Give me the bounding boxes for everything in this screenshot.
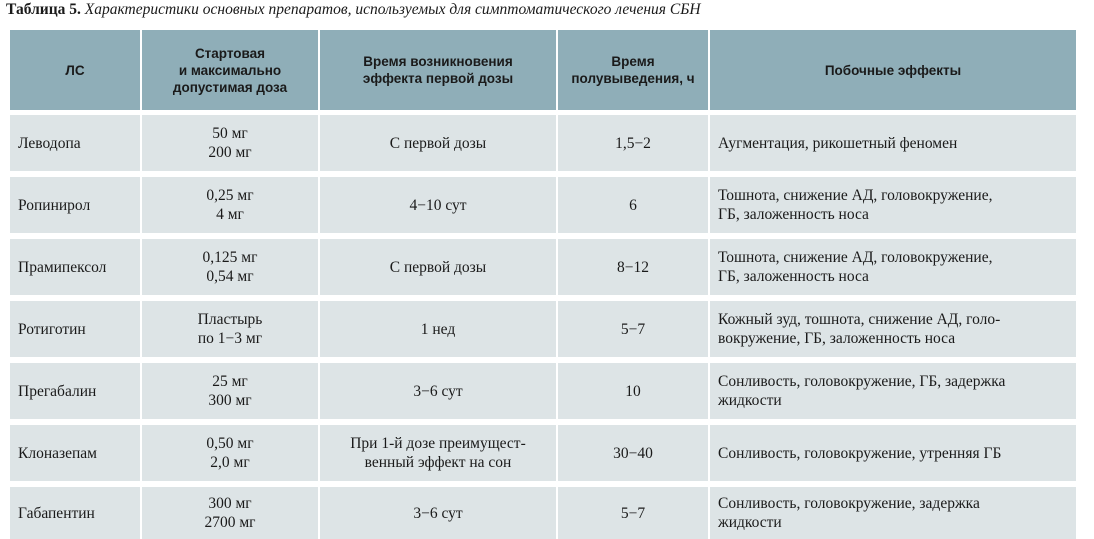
cell-drug: Ропинирол <box>18 196 91 214</box>
cell-onset: При 1-й дозе преимущест- венный эффект на сон <box>318 425 556 481</box>
cell-half-life: 5−7 <box>556 301 708 357</box>
cell-onset: С первой дозы <box>318 239 556 295</box>
cell-dose: 0,125 мг 0,54 мг <box>140 239 318 295</box>
table-row <box>10 177 1076 233</box>
table-row <box>10 239 1076 295</box>
header-half-life: Время полувыведения, ч <box>556 30 708 110</box>
cell-half-life: 6 <box>556 177 708 233</box>
cell-dose: 25 мг 300 мг <box>140 363 318 419</box>
cell-onset: 1 нед <box>318 301 556 357</box>
cell-drug: Прегабалин <box>18 382 97 400</box>
table-row <box>10 115 1076 171</box>
cell-onset: 3−6 сут <box>318 487 556 539</box>
caption-label: Таблица 5. <box>6 1 81 18</box>
header-onset: Время возникновения эффекта первой дозы <box>318 30 556 110</box>
table-row <box>10 425 1076 481</box>
cell-dose: 50 мг 200 мг <box>140 115 318 171</box>
cell-side-effects: Тошнота, снижение АД, головокружение, ГБ, заложенность носа <box>708 239 1076 295</box>
cell-half-life: 30−40 <box>556 425 708 481</box>
table-caption <box>6 1 701 19</box>
cell-side-effects: Кожный зуд, тошнота, снижение АД, голо- вокружение, ГБ, заложенность носа <box>708 301 1076 357</box>
cell-onset: 3−6 сут <box>318 363 556 419</box>
caption-text: Характеристики основных препаратов, используемых для симптоматического лечения СБН <box>84 1 701 18</box>
cell-onset: С первой дозы <box>318 115 556 171</box>
cell-dose: Пластырь по 1−3 мг <box>140 301 318 357</box>
cell-half-life: 10 <box>556 363 708 419</box>
table-row <box>10 487 1076 539</box>
drug-table <box>10 30 1076 539</box>
cell-side-effects: Сонливость, головокружение, задержка жидкости <box>708 487 1076 539</box>
cell-side-effects: Тошнота, снижение АД, головокружение, ГБ, заложенность носа <box>708 177 1076 233</box>
table-row <box>10 363 1076 419</box>
cell-half-life: 8−12 <box>556 239 708 295</box>
cell-drug: Леводопа <box>18 134 81 152</box>
header-side-effects: Побочные эффекты <box>708 30 1076 110</box>
cell-drug: Клоназепам <box>18 444 97 462</box>
cell-half-life: 5−7 <box>556 487 708 539</box>
cell-dose: 0,25 мг 4 мг <box>140 177 318 233</box>
cell-half-life: 1,5−2 <box>556 115 708 171</box>
cell-dose: 300 мг 2700 мг <box>140 487 318 539</box>
cell-dose: 0,50 мг 2,0 мг <box>140 425 318 481</box>
table-row <box>10 301 1076 357</box>
table-header-row <box>10 30 1076 110</box>
header-dose: Стартовая и максимально допустимая доза <box>140 30 318 110</box>
cell-drug: Габапентин <box>18 504 95 522</box>
cell-drug: Прамипексол <box>18 258 107 276</box>
cell-onset: 4−10 сут <box>318 177 556 233</box>
cell-side-effects: Аугментация, рикошетный феномен <box>708 115 1076 171</box>
header-drug: ЛС <box>65 62 85 78</box>
cell-side-effects: Сонливость, головокружение, ГБ, задержка жидкости <box>708 363 1076 419</box>
cell-drug: Ротиготин <box>18 320 86 338</box>
cell-side-effects: Сонливость, головокружение, утренняя ГБ <box>708 425 1076 481</box>
